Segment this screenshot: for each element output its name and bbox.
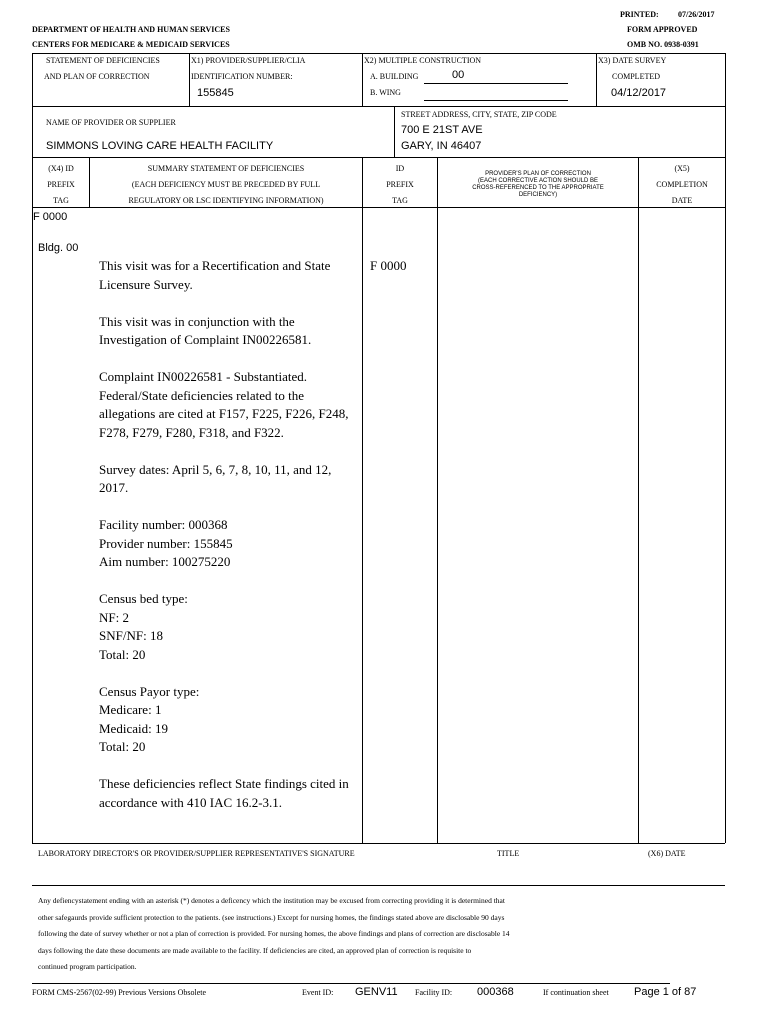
b-wing-underline bbox=[424, 100, 568, 101]
para-census-bed: Census bed type: NF: 2 SNF/NF: 18 Total: 20 bbox=[99, 591, 188, 662]
entry-id-prefix-tag: F 0000 bbox=[370, 258, 407, 273]
department-title: DEPARTMENT OF HEALTH AND HUMAN SERVICES bbox=[32, 25, 230, 34]
address-line-2: GARY, IN 46407 bbox=[401, 140, 482, 152]
disclaimer-line-4: days following the date these documents are made available to the facility. If deficiencies are cited, an approved plan of correction is requisite to bbox=[38, 945, 472, 955]
plan-header-1: PROVIDER'S PLAN OF CORRECTION bbox=[485, 171, 591, 177]
bottom-border bbox=[32, 843, 725, 844]
page-number: Page 1 of 87 bbox=[634, 986, 697, 998]
facility-id-label: Facility ID: bbox=[415, 988, 453, 997]
form-approved: FORM APPROVED bbox=[627, 25, 698, 34]
provider-name: SIMMONS LOVING CARE HEALTH FACILITY bbox=[46, 140, 274, 152]
event-id-label: Event ID: bbox=[302, 988, 334, 997]
disclaimer-line-5: continued program participation. bbox=[38, 962, 137, 971]
x4-tag-header: TAG bbox=[53, 196, 69, 205]
row1-divider bbox=[32, 106, 725, 107]
statement-label-2: AND PLAN OF CORRECTION bbox=[44, 72, 150, 81]
col-summary-divider bbox=[362, 157, 363, 843]
summary-header-1: SUMMARY STATEMENT OF DEFICIENCIES bbox=[147, 164, 305, 173]
para-census-payor: Census Payor type: Medicare: 1 Medicaid: 19 Total: 20 bbox=[99, 683, 200, 754]
x3-label-2: COMPLETED bbox=[612, 72, 660, 81]
disclaimer bbox=[38, 893, 718, 976]
printed-date: 07/26/2017 bbox=[678, 10, 715, 19]
para-numbers: Facility number: 000368 Provider number: 155845 Aim number: 100275220 bbox=[99, 517, 233, 569]
provider-number-field: 155845 bbox=[197, 87, 234, 99]
provider-name-label: NAME OF PROVIDER OR SUPPLIER bbox=[46, 118, 176, 127]
para-survey-dates: Survey dates: April 5, 6, 7, 8, 10, 11, and 12, 2017. bbox=[99, 461, 332, 495]
x1-label-2: IDENTIFICATION NUMBER: bbox=[191, 72, 293, 81]
title-label: TITLE bbox=[497, 849, 520, 858]
plan-header-2: (EACH CORRECTIVE ACTION SHOULD BE bbox=[477, 178, 599, 184]
address-label: STREET ADDRESS, CITY, STATE, ZIP CODE bbox=[401, 110, 557, 119]
x6-date-label: (X6) DATE bbox=[648, 849, 686, 858]
x3-divider bbox=[596, 53, 597, 106]
x1-label-1: X1) PROVIDER/SUPPLIER/CLIA bbox=[191, 56, 306, 65]
entry-body bbox=[99, 257, 349, 831]
x4-prefix-header: PREFIX bbox=[47, 180, 75, 189]
x2-label: X2) MULTIPLE CONSTRUCTION bbox=[364, 56, 482, 65]
right-border bbox=[725, 53, 726, 843]
omb-number: OMB NO. 0938-0391 bbox=[627, 40, 699, 49]
completion-header: COMPLETION bbox=[656, 180, 708, 189]
para-state-findings: These deficiencies reflect State findings cited in accordance with 410 IAC 16.2-3.1. bbox=[99, 776, 349, 810]
x1-divider bbox=[189, 53, 190, 106]
entry-building: Bldg. 00 bbox=[38, 242, 79, 254]
x2-divider bbox=[362, 53, 363, 106]
plan-header bbox=[438, 171, 638, 199]
x4-id-header: (X4) ID bbox=[48, 164, 74, 173]
top-border bbox=[32, 53, 725, 54]
col-id-divider bbox=[437, 157, 438, 843]
statement-label-1: STATEMENT OF DEFICIENCIES bbox=[46, 56, 160, 65]
id-header: ID bbox=[395, 164, 405, 173]
prefix-header: PREFIX bbox=[386, 180, 414, 189]
footer-divider bbox=[32, 983, 670, 984]
header-row-divider bbox=[32, 207, 725, 208]
signature-divider bbox=[32, 885, 725, 886]
row2-divider bbox=[32, 157, 725, 158]
event-id-value: GENV11 bbox=[355, 986, 398, 998]
a-building-label: A. BUILDING bbox=[370, 72, 419, 81]
summary-header-2: (EACH DEFICIENCY MUST BE PRECEDED BY FULL bbox=[131, 180, 321, 189]
plan-header-3: CROSS-REFERENCED TO THE APPROPRIATE bbox=[472, 185, 604, 191]
disclaimer-line-2: other safegaurds provide sufficient protection to the patients. (see instructions.) Except for nursing homes, the findings stated above are disclosable 90 days bbox=[38, 912, 505, 922]
a-building-underline bbox=[424, 83, 568, 84]
x3-label-1: X3) DATE SURVEY bbox=[598, 56, 667, 65]
para-complaint: Complaint IN00226581 - Substantiated. Federal/State deficiencies related to the allegations are cited at F157, F225, F226, F248, F278, F279, F280, F318, and F322. bbox=[99, 369, 349, 440]
disclaimer-line-3: following the date of survey whether or not a plan of correction is provided. For nursing homes, the above findings and plans of correction are disclosable 14 bbox=[38, 929, 510, 938]
a-building-value: 00 bbox=[452, 69, 465, 81]
continuation-label: If continuation sheet bbox=[543, 988, 609, 997]
b-wing-label: B. WING bbox=[370, 88, 401, 97]
tag-header: TAG bbox=[392, 196, 408, 205]
printed-label: PRINTED: bbox=[620, 10, 659, 19]
plan-header-4: DEFICIENCY) bbox=[518, 192, 558, 198]
para-visit: This visit was for a Recertification and State Licensure Survey. bbox=[99, 258, 331, 292]
facility-id-value: 000368 bbox=[477, 986, 514, 998]
form-number: FORM CMS-2567(02-99) Previous Versions Obsolete bbox=[32, 988, 207, 997]
summary-header-3: REGULATORY OR LSC IDENTIFYING INFORMATION) bbox=[128, 196, 324, 205]
signature-label: LABORATORY DIRECTOR'S OR PROVIDER/SUPPLIER REPRESENTATIVE'S SIGNATURE bbox=[38, 849, 355, 858]
x5-header: (X5) bbox=[674, 164, 690, 173]
para-conjunction: This visit was in conjunction with the Investigation of Complaint IN00226581. bbox=[99, 313, 312, 347]
address-divider bbox=[394, 106, 395, 157]
survey-date-field: 04/12/2017 bbox=[611, 87, 667, 99]
address-line-1: 700 E 21ST AVE bbox=[401, 124, 483, 136]
disclaimer-line-1: Any defiencystatement ending with an asterisk (*) denotes a deficency which the institution may be excused from correcting providing it is determined that bbox=[38, 896, 505, 905]
centers-title: CENTERS FOR MEDICARE & MEDICAID SERVICES bbox=[32, 40, 230, 49]
entry-tag: F 0000 bbox=[33, 211, 68, 223]
date-header: DATE bbox=[671, 196, 693, 205]
col-plan-divider bbox=[638, 157, 639, 843]
